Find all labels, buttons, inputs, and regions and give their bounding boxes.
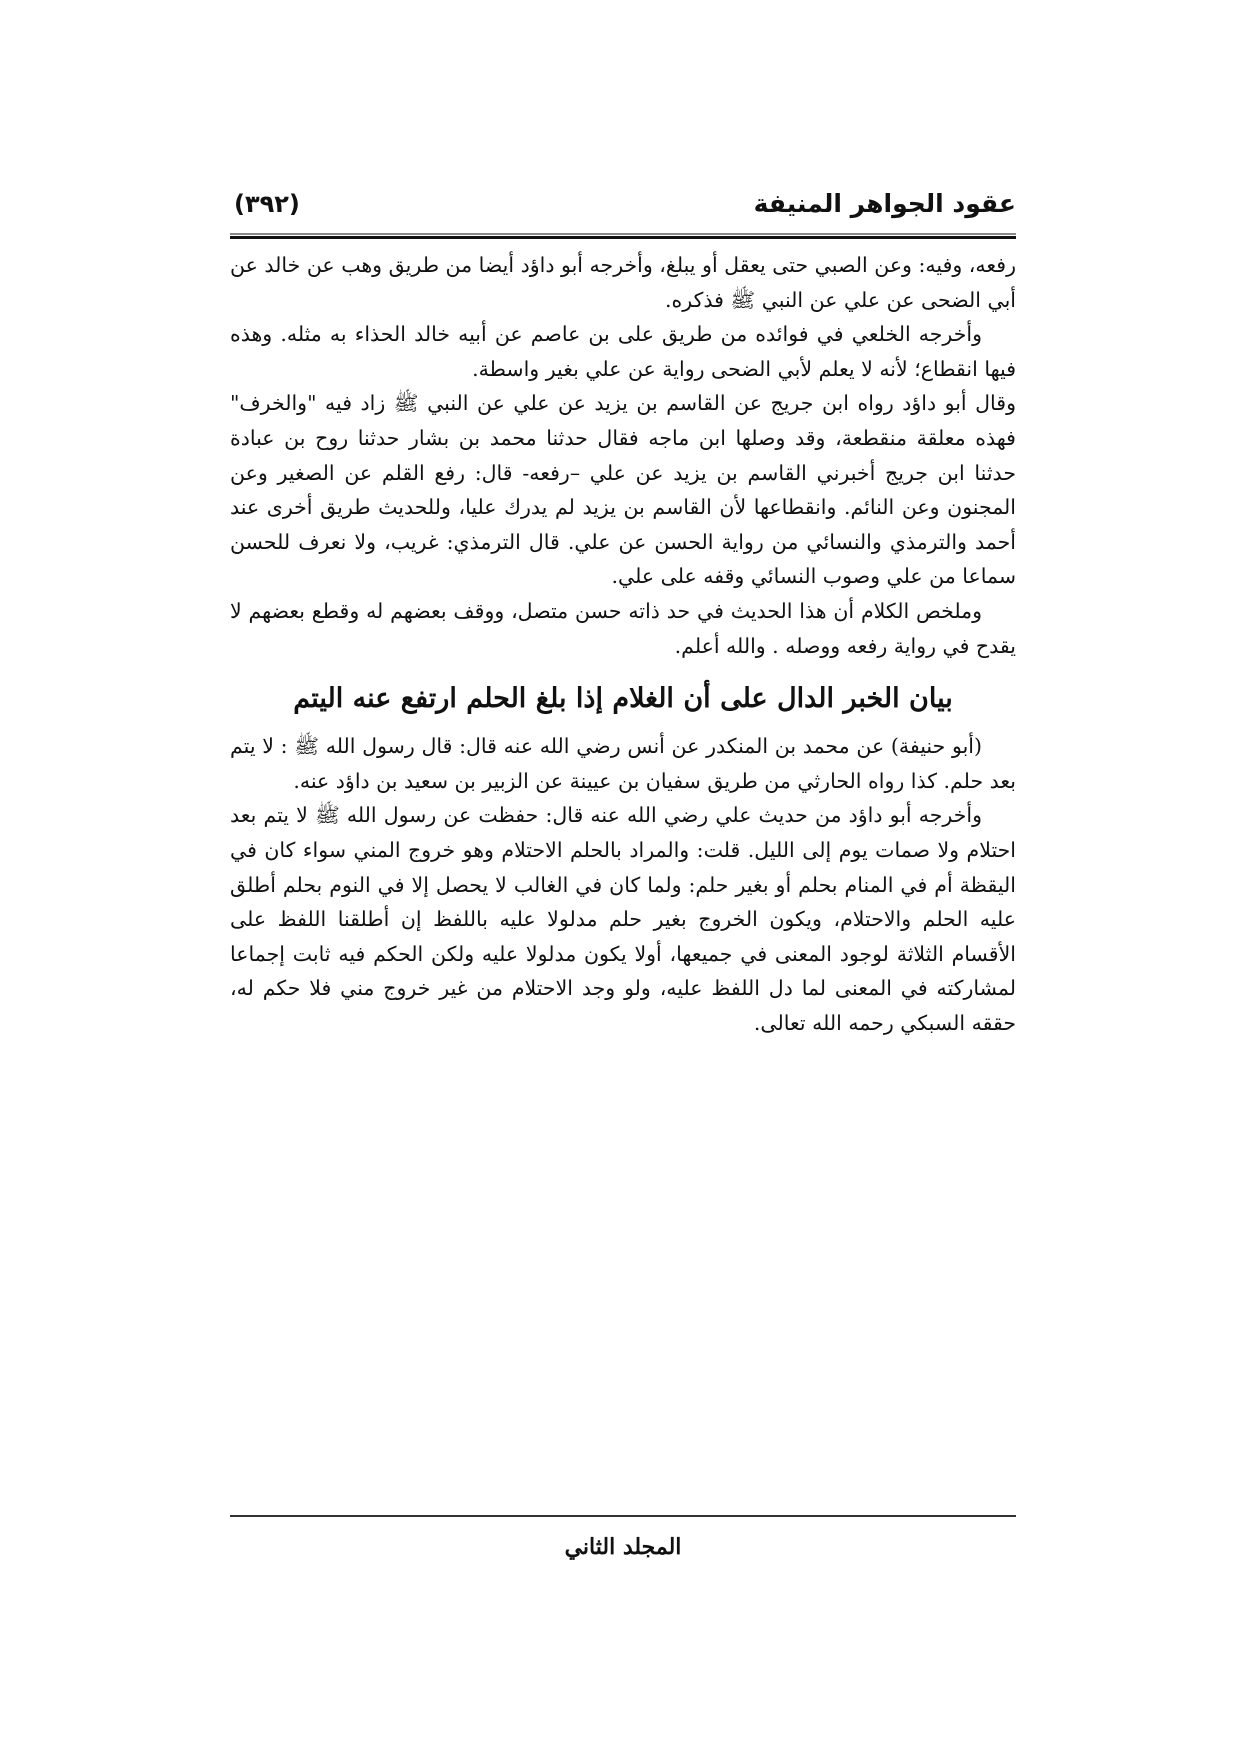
paragraph: وأخرجه أبو داؤد من حديث علي رضي الله عنه قال: حفظت عن رسول الله ﷺ لا يتم بعد احتلام ولا صمات يوم إلى الليل. قلت: والمراد بالحلم الاحتلام وهو خروج المني سواء كان في اليقظة أم في المنام بحلم أو بغير حلم: ولما كان في الغالب لا يحصل إلا في النوم بحلم أطلق عليه الحلم والاحتلام، ويكون الخروج بغير حلم مدلولا عليه باللفظ إن أطلقنا اللفظ على الأقسام الثلاثة لوجود المعنى في جميعها، أولا يكون مدلولا عليه ولكن الحكم فيه ثابت إجماعا لمشاركته في المعنى لما دل اللفظ عليه، ولو وجد الاحتلام من غير خروج مني فلا حكم له، حققه السبكي رحمه الله تعالى. [230, 803, 1016, 1035]
paragraph: (أبو حنيفة) عن محمد بن المنكدر عن أنس رضي الله عنه قال: قال رسول الله ﷺ : لا يتم بعد حلم. كذا رواه الحارثي من طريق سفيان بن عيينة عن الزبير بن سعيد بن داؤد عنه. [230, 734, 1016, 793]
page-number: (٣٩٢) [234, 190, 300, 218]
paragraph: وأخرجه الخلعي في فوائده من طريق على بن عاصم عن أبيه خالد الحذاء به مثله. وهذه فيها انقطاع؛ لأنه لا يعلم لأبي الضحى رواية عن علي بغير واسطة. [230, 322, 1016, 381]
section-heading: بيان الخبر الدال على أن الغلام إذا بلغ الحلم ارتفع عنه اليتم [293, 683, 953, 715]
book-title: عقود الجواهر المنيفة [753, 189, 1016, 218]
paragraph: وملخص الكلام أن هذا الحديث في حد ذاته حسن متصل، ووقف بعضهم له وقطع بعضهم لا يقدح في رواية رفعه ووصله . والله أعلم. [230, 598, 1016, 658]
footer-rule [230, 1515, 1016, 1517]
volume-label: المجلد الثاني [564, 1534, 682, 1560]
body-text [230, 248, 1016, 1040]
header-rule-thick [230, 236, 1016, 239]
paragraph: رفعه، وفيه: وعن الصبي حتى يعقل أو يبلغ، وأخرجه أبو داؤد أيضا من طريق وهب عن خالد عن أبي الضحى عن علي عن النبي ﷺ فذكره. [230, 253, 1016, 312]
running-header [230, 184, 1016, 230]
header-rule-thin [230, 233, 1016, 235]
paragraph: وقال أبو داؤد رواه ابن جريج عن القاسم بن يزيد عن علي عن النبي ﷺ زاد فيه "والخرف" فهذه معلقة منقطعة، وقد وصلها ابن ماجه فقال حدثنا محمد بن بشار حدثنا روح بن عبادة حدثنا ابن جريج أخبرني القاسم بن يزيد عن علي –رفعه- قال: رفع القلم عن الصغير وعن المجنون وعن النائم. وانقطاعها لأن القاسم بن يزيد لم يدرك عليا، وللحديث طريق أخرى عند أحمد والترمذي والنسائي من رواية الحسن عن علي. قال الترمذي: غريب، ولا نعرف للحسن سماعا من علي وصوب النسائي وقفه على علي. [230, 391, 1016, 589]
